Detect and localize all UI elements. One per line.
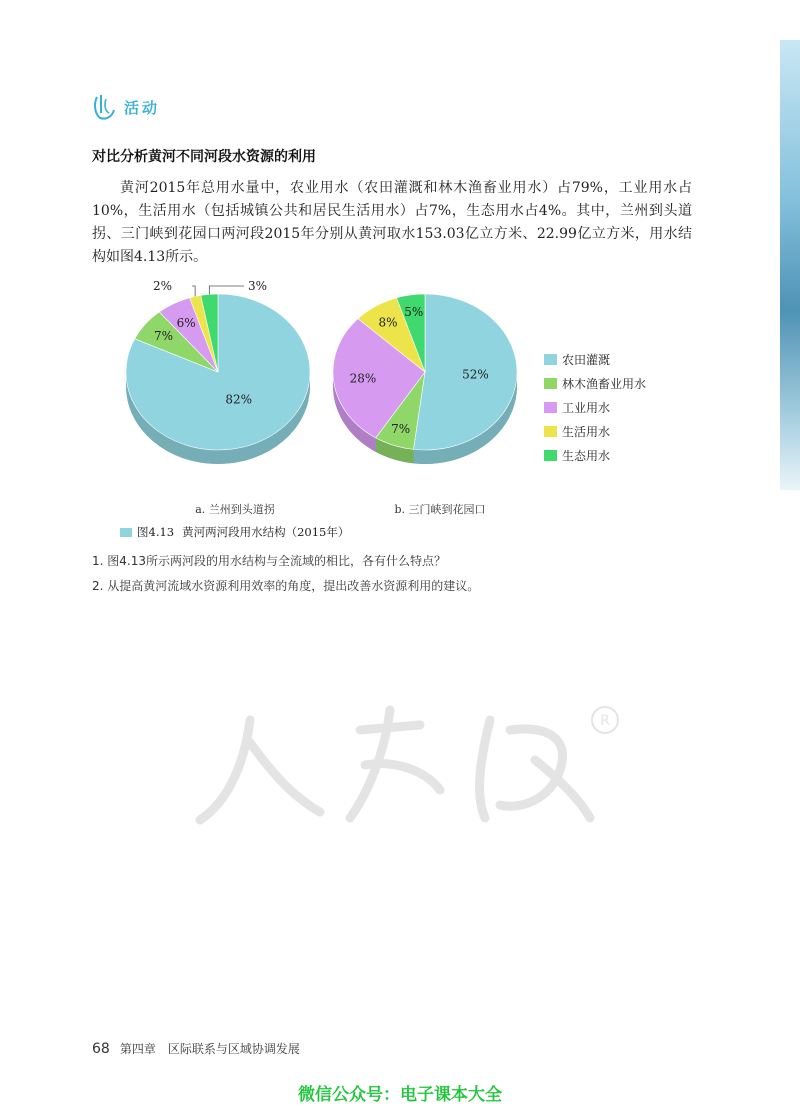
body-paragraph: 黄河2015年总用水量中，农业用水（农田灌溉和林木渔畜业用水）占79%，工业用水占10%，生活用水（包括城镇公共和居民生活用水）占7%，生态用水占4%。其中，兰州到头道拐、三门峡到花园口两河段2015年分别从黄河取水153.03亿立方米、22.99亿立方米，用水结构如图4.13所示。 [92, 180, 692, 265]
caption-marker [120, 528, 132, 537]
legend-label-domestic: 生活用水 [562, 425, 611, 439]
figure-caption [120, 524, 349, 540]
wechat-banner: 微信公众号：电子课本大全 [298, 1085, 502, 1105]
figure-number: 图4.13 [137, 525, 175, 539]
legend-swatch-domestic [544, 426, 557, 437]
figure-caption-text: 黄河两河段用水结构（2015年） [182, 525, 350, 539]
chapter-number: 第四章 [119, 1042, 156, 1056]
chart-a-title: a. 兰州到头道拐 [195, 503, 275, 516]
chart-b-title: b. 三门峡到花园口 [394, 503, 486, 516]
slice-label-farmland: 82% [225, 392, 253, 407]
activity-icon [92, 93, 118, 121]
legend-swatch-farmland [544, 354, 557, 365]
slice-label-industry: 6% [176, 315, 196, 330]
slice-label-farmland: 52% [462, 367, 489, 382]
slice-label-industry: 28% [349, 371, 377, 386]
legend-swatch-forestry [544, 378, 557, 389]
page-number: 68 [92, 1041, 110, 1057]
publisher-watermark-logo [190, 700, 630, 830]
leader-line-ecology [209, 286, 244, 294]
question-2: 2. 从提高黄河流域水资源利用效率的角度，提出改善水资源利用的建议。 [92, 579, 480, 593]
chapter-title: 区际联系与区域协调发展 [167, 1042, 300, 1056]
legend-swatch-ecology [544, 450, 557, 461]
legend-label-ecology: 生态用水 [562, 449, 611, 463]
svg-text:R: R [600, 713, 610, 729]
activity-label: 活动 [124, 98, 161, 117]
section-title: 对比分析黄河不同河段水资源的利用 [92, 149, 316, 165]
legend-label-forestry: 林木渔畜业用水 [562, 377, 647, 391]
slice-label-forestry: 7% [391, 422, 411, 437]
activity-header [92, 92, 160, 122]
page-footer [92, 1040, 300, 1057]
page-edge-decoration [780, 40, 800, 490]
leader-line-domestic [192, 286, 195, 296]
slice-label-domestic: 2% [152, 280, 172, 293]
figure-pie-charts [100, 280, 700, 520]
slice-label-ecology: 5% [404, 304, 424, 319]
pie-chart-a [126, 280, 310, 464]
slice-label-ecology: 3% [248, 280, 268, 293]
chart-legend [544, 352, 646, 463]
legend-swatch-industry [544, 402, 557, 413]
question-1: 1. 图4.13所示两河段的用水结构与全流域的相比，各有什么特点？ [92, 554, 446, 568]
legend-label-industry: 工业用水 [562, 401, 611, 415]
slice-label-forestry: 7% [153, 329, 174, 344]
legend-label-farmland: 农田灌溉 [562, 353, 611, 367]
pie-chart-b [333, 294, 517, 464]
slice-label-domestic: 8% [378, 315, 398, 330]
